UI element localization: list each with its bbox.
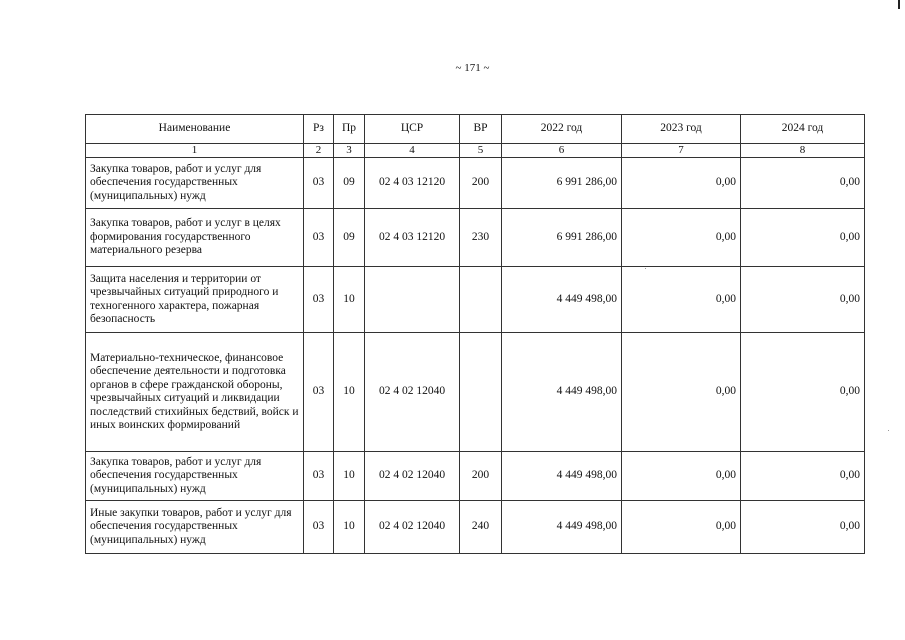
row-2024: 0,00 <box>741 333 865 452</box>
row-csr: 02 4 02 12040 <box>365 501 460 554</box>
row-pr: 09 <box>334 158 365 209</box>
row-csr <box>365 267 460 333</box>
column-number: 4 <box>365 144 460 158</box>
header-vr: ВР <box>460 115 502 144</box>
row-vr <box>460 333 502 452</box>
column-number: 3 <box>334 144 365 158</box>
row-rz: 03 <box>304 501 334 554</box>
header-pr: Пр <box>334 115 365 144</box>
row-2022: 4 449 498,00 <box>502 501 622 554</box>
row-csr: 02 4 03 12120 <box>365 158 460 209</box>
row-pr: 10 <box>334 452 365 501</box>
column-number: 1 <box>86 144 304 158</box>
budget-table <box>85 114 865 554</box>
row-rz: 03 <box>304 333 334 452</box>
row-rz: 03 <box>304 267 334 333</box>
row-2023: 0,00 <box>622 333 741 452</box>
row-2022: 4 449 498,00 <box>502 267 622 333</box>
row-csr: 02 4 02 12040 <box>365 452 460 501</box>
row-2022: 4 449 498,00 <box>502 333 622 452</box>
row-name: Иные закупки товаров, работ и услуг для обеспечения государственных (муниципальных) нужд <box>86 501 304 554</box>
row-vr: 200 <box>460 452 502 501</box>
page-number: ~ 171 ~ <box>455 62 490 74</box>
row-2024: 0,00 <box>741 158 865 209</box>
row-2023: 0,00 <box>622 158 741 209</box>
header-2024: 2024 год <box>741 115 865 144</box>
table-row <box>86 209 865 267</box>
column-number: 7 <box>622 144 741 158</box>
row-pr: 09 <box>334 209 365 267</box>
table-row <box>86 158 865 209</box>
row-pr: 10 <box>334 333 365 452</box>
table-row <box>86 333 865 452</box>
scan-corner-mark <box>898 0 900 9</box>
column-number-row <box>86 144 865 158</box>
row-rz: 03 <box>304 209 334 267</box>
row-csr: 02 4 03 12120 <box>365 209 460 267</box>
row-2023: 0,00 <box>622 452 741 501</box>
row-2024: 0,00 <box>741 209 865 267</box>
row-name: Закупка товаров, работ и услуг в целях формирования государственного материального резерва <box>86 209 304 267</box>
row-rz: 03 <box>304 452 334 501</box>
row-2024: 0,00 <box>741 501 865 554</box>
row-2022: 4 449 498,00 <box>502 452 622 501</box>
table-row <box>86 267 865 333</box>
row-name: Материально-техническое, финансовое обеспечение деятельности и подготовка органов в сфере гражданской обороны, чрезвычайных ситуаций и ликвидации последствий стихийных бедствий, войск и иных воинских формирований <box>86 333 304 452</box>
row-vr: 230 <box>460 209 502 267</box>
column-number: 6 <box>502 144 622 158</box>
header-rz: Рз <box>304 115 334 144</box>
row-name: Закупка товаров, работ и услуг для обеспечения государственных (муниципальных) нужд <box>86 158 304 209</box>
row-pr: 10 <box>334 267 365 333</box>
table-header-row <box>86 115 865 144</box>
row-2024: 0,00 <box>741 452 865 501</box>
table-row <box>86 501 865 554</box>
row-csr: 02 4 02 12040 <box>365 333 460 452</box>
row-vr: 200 <box>460 158 502 209</box>
header-2022: 2022 год <box>502 115 622 144</box>
row-2022: 6 991 286,00 <box>502 209 622 267</box>
row-name: Защита населения и территории от чрезвычайных ситуаций природного и техногенного характера, пожарная безопасность <box>86 267 304 333</box>
row-name: Закупка товаров, работ и услуг для обеспечения государственных (муниципальных) нужд <box>86 452 304 501</box>
row-vr: 240 <box>460 501 502 554</box>
row-2022: 6 991 286,00 <box>502 158 622 209</box>
row-pr: 10 <box>334 501 365 554</box>
row-vr <box>460 267 502 333</box>
row-rz: 03 <box>304 158 334 209</box>
header-name: Наименование <box>86 115 304 144</box>
column-number: 5 <box>460 144 502 158</box>
row-2024: 0,00 <box>741 267 865 333</box>
row-2023: 0,00 <box>622 267 741 333</box>
header-2023: 2023 год <box>622 115 741 144</box>
column-number: 8 <box>741 144 865 158</box>
column-number: 2 <box>304 144 334 158</box>
scan-speck <box>888 430 889 431</box>
table-row <box>86 452 865 501</box>
header-csr: ЦСР <box>365 115 460 144</box>
row-2023: 0,00 <box>622 209 741 267</box>
row-2023: 0,00 <box>622 501 741 554</box>
